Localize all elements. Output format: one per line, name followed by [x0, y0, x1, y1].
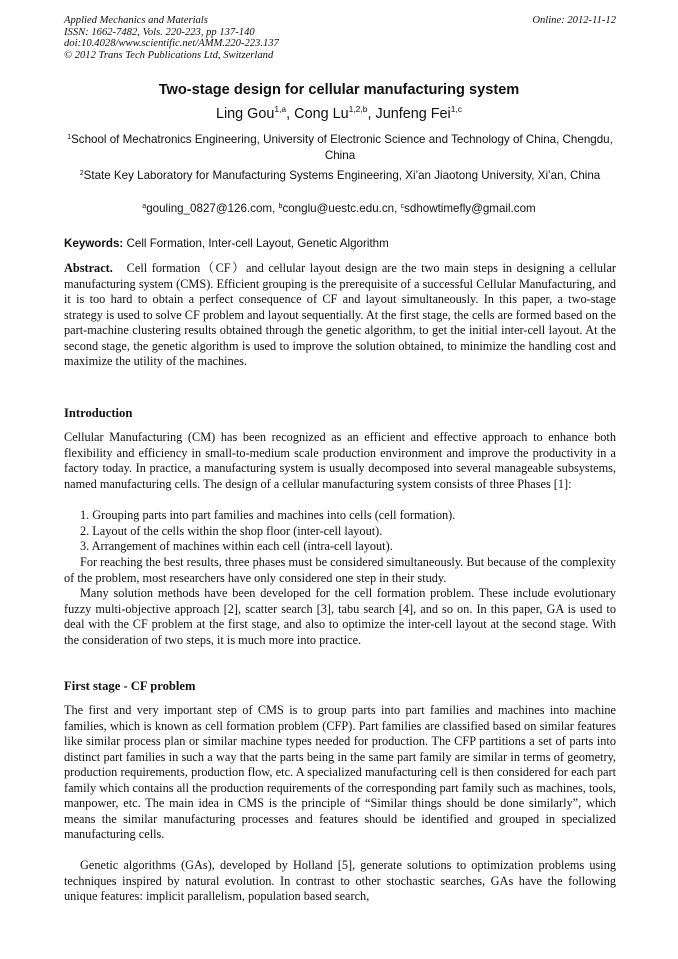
keywords: [64, 237, 616, 250]
author-sup: 1,c: [450, 104, 463, 114]
intro-paragraph: For reaching the best results, three phases must be considered simultaneously. But because of the complexity of the problem, most researchers have only considered one step in their study.: [64, 555, 616, 585]
email-link[interactable]: conglu@uestc.edu.cn: [282, 202, 395, 215]
section-heading: First stage - CF problem: [64, 679, 196, 693]
abstract-label: Abstract.: [64, 261, 113, 275]
author-name: Junfeng Fei: [375, 106, 451, 122]
journal-header: [64, 15, 616, 61]
intro-paragraph: Many solution methods have been developed for the cell formation problem. These include evolutionary fuzzy multi-objective approach [2], scatter search [3], tabu search [4], and so on. In this paper, GA is used to deal with the CF problem at the first stage, and also to optimize the inter-cell layout at the second stage. With the consideration of two steps, it is much more into practice.: [64, 586, 616, 647]
abstract-text: Cell formation（CF）and cellular layout design are the two main steps in designing a cellular manufacturing system (CMS). Efficient grouping is the prerequisite of a successful Cellular Manufacturing, and it is too hard to obtain a perfect consequence of CF and layout simultaneously. In this paper, a two-stage strategy is used to solve CF problem and layout sequentially. At the first stage, the cells are formed based on the part-machine clustering results obtained through the genetic algorithm, to get the initial inter-cell layout. At the second stage, the genetic algorithm is used to improve the solution obtained, to minimize the handling cost and maximize the utility of the machines.: [64, 261, 616, 368]
keywords-text: Cell Formation, Inter-cell Layout, Genetic Algorithm: [126, 237, 389, 250]
online-date: Online: 2012-11-12: [532, 15, 616, 26]
list-item: 2. Layout of the cells within the shop floor (inter-cell layout).: [80, 524, 383, 538]
author-name: Cong Lu: [294, 106, 349, 122]
author-list: Ling Gou$^{1,a}$, Cong Lu$^{1,2,b}$, Junfeng Fei$^{1,c}$: [215, 104, 463, 122]
author-name: Ling Gou: [215, 106, 275, 122]
affiliation-2: $^2$State Key Laboratory for Manufacturing Systems Engineering, Xi’an Jiaotong University, Xi’an, China: [79, 169, 601, 182]
section-heading: Introduction: [64, 406, 133, 420]
doi-line: doi:10.4028/www.scientific.net/AMM.220-223.137: [64, 38, 279, 50]
section-paragraph: The first and very important step of CMS is to group parts into part families and machines into machine families, which is known as cell formation problem (CFP). Part families are classified based on similar features like similar process plan or similar machine types needed for production. The CFP partitions a set of parts into distinct part families in such a way that the parts being in the same part family are similar in terms of geometry, production requirements, production flow, etc. A specialized manufacturing cell is then considered for each part family which contains all the production requirements of the corresponding part family such as machines, tools, manpower, etc. The main idea in CMS is the principle of “Similar things should be done similarly”, which means the similar manufacturing processes and features should be identified and grouped in specialized manufacturing cells.: [64, 703, 616, 841]
copyright-line: © 2012 Trans Tech Publications Ltd, Switzerland: [64, 49, 274, 61]
affiliation-1: $^1$School of Mechatronics Engineering, University of Electronic Science and Technology of China, Chengdu, China: [67, 133, 613, 162]
paper-title: Two-stage design for cellular manufacturing system: [158, 82, 520, 98]
journal-name: Applied Mechanics and Materials: [64, 15, 208, 26]
email-link[interactable]: sdhowtimefly@gmail.com: [404, 202, 536, 215]
author-sup: 1,a: [274, 104, 287, 114]
author-sup: 1,2,b: [348, 104, 368, 114]
abstract: [64, 261, 616, 370]
intro-paragraph: Cellular Manufacturing (CM) has been recognized as an efficient and effective approach to enhance both flexibility and efficiency in small-to-medium scale production environment and improve the productivity in a factory today. In practice, a manufacturing system is usually decomposed into several manageable subsystems, named manufacturing cells. The design of a cellular manufacturing system consists of three Phases [1]:: [64, 430, 616, 491]
issn-line: ISSN: 1662-7482, Vols. 220-223, pp 137-140: [64, 26, 255, 38]
list-item: 1. Grouping parts into part families and machines into cells (cell formation).: [80, 508, 456, 522]
keywords-label: Keywords:: [64, 237, 124, 250]
list-item: 3. Arrangement of machines within each cell (intra-cell layout).: [80, 539, 393, 553]
section-paragraph: Genetic algorithms (GAs), developed by Holland [5], generate solutions to optimization problems using techniques inspired by natural evolution. In contrast to other stochastic searches, GAs have the following unique features: implicit parallelism, population based search,: [64, 858, 616, 903]
email-link[interactable]: gouling_0827@126.com: [146, 202, 273, 215]
email-list: $^a$gouling_0827@126.com, $^b$conglu@uestc.edu.cn, $^c$sdhowtimefly@gmail.com: [142, 202, 536, 215]
